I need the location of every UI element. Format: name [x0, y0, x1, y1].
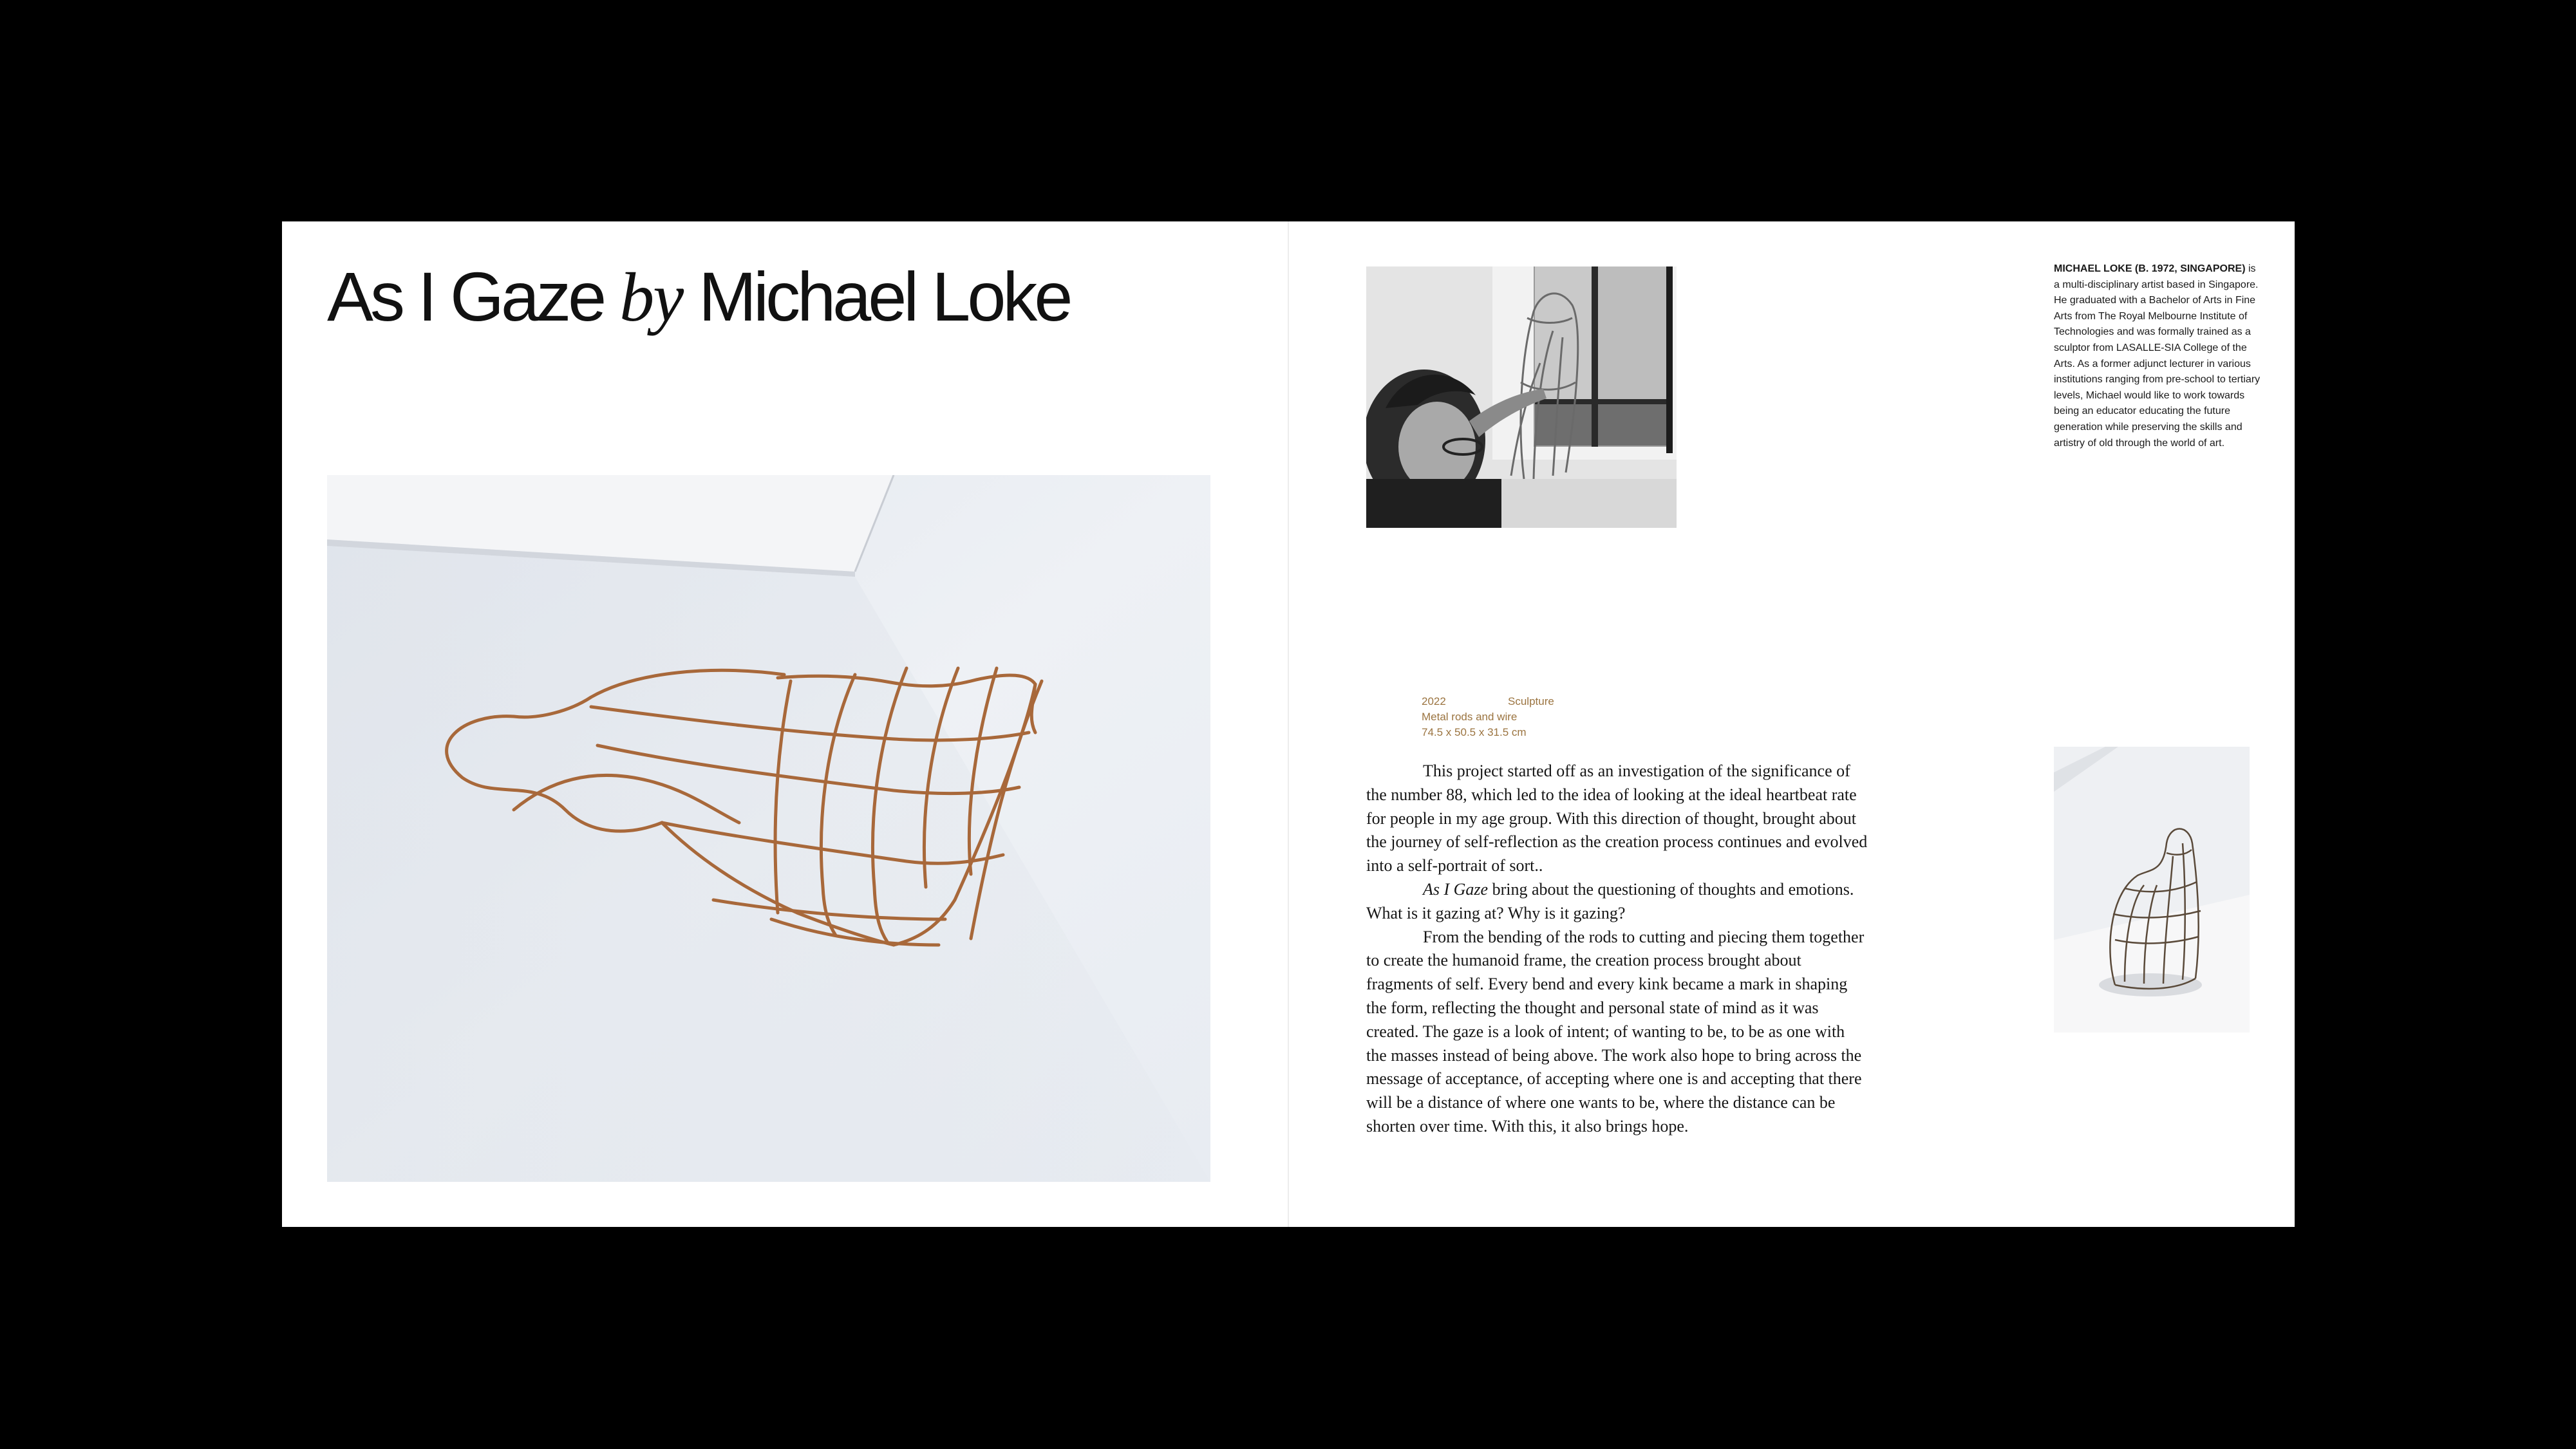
- page-title: [327, 255, 1070, 340]
- installation-view-photo: [2054, 747, 2250, 1033]
- artist-at-work-photo: [1366, 266, 1677, 528]
- artwork-photo-illustration: [327, 475, 1210, 1182]
- artist-bio: [2054, 261, 2261, 451]
- bio-artist-name: MICHAEL LOKE (B. 1972, SINGAPORE): [2054, 263, 2246, 274]
- statement-paragraph-2: [1366, 878, 1868, 926]
- installation-photo-illustration: [2054, 747, 2250, 1033]
- title-name-part2: Michael Loke: [682, 257, 1070, 335]
- artwork-medium: Metal rods and wire: [1422, 711, 1518, 723]
- bio-text: is a multi-disciplinary artist based in Singapore. He graduated with a Bachelor of Arts in Fine Arts from The Royal Melbourne Institute of Technologies and was formally trained as a sculptor from LASALLE-SIA College of the Arts. As a former adjunct lecturer in various institutions ranging from pre-school to tertiary levels, Michael would like to work towards being an educator educating the future generation while preserving the skills and artistry of old through the world of art.: [2054, 263, 2261, 449]
- statement-paragraph-2-text: bring about the questioning of thoughts and emotions. What is it gazing at? Why is it gazing?: [1366, 879, 1854, 922]
- title-by: by: [619, 259, 683, 336]
- artwork-statement: [1366, 760, 1868, 1139]
- book-spread: [282, 221, 2295, 1227]
- artwork-photo: [327, 475, 1210, 1182]
- artwork-year: 2022: [1422, 695, 1446, 707]
- title-name-part1: As I Gaze: [327, 257, 620, 335]
- page-gutter: [1288, 221, 1289, 1227]
- statement-paragraph-3: From the bending of the rods to cutting and piecing them together to create the humanoid frame, the creation process brought about fragments of self. Every bend and every kink became a mark in shaping the form, reflecting the thought and personal state of mind as it was created. The gaze is a look of intent; of wanting to be, to be as one with the masses instead of being above. The work also hope to bring across the message of acceptance, of accepting where one is and accepting that there will be a distance of where one wants to be, where the distance can be shorten over time. With this, it also brings hope.: [1366, 927, 1865, 1136]
- statement-artwork-title: As I Gaze: [1423, 879, 1489, 899]
- artist-photo-illustration: [1366, 266, 1677, 528]
- artwork-year-category-row: [1422, 694, 1634, 709]
- artwork-dimensions: 74.5 x 50.5 x 31.5 cm: [1422, 726, 1527, 738]
- artwork-category: Sculpture: [1508, 695, 1554, 707]
- statement-paragraph-1: This project started off as an investigation of the significance of the number 88, which led to the idea of looking at the ideal heartbeat rate for people in my age group. With this direction of thought, brought about the journey of self-reflection as the creation process continues and evolved into a self-portrait of sort..: [1366, 762, 1868, 875]
- artwork-details: [1422, 694, 1634, 740]
